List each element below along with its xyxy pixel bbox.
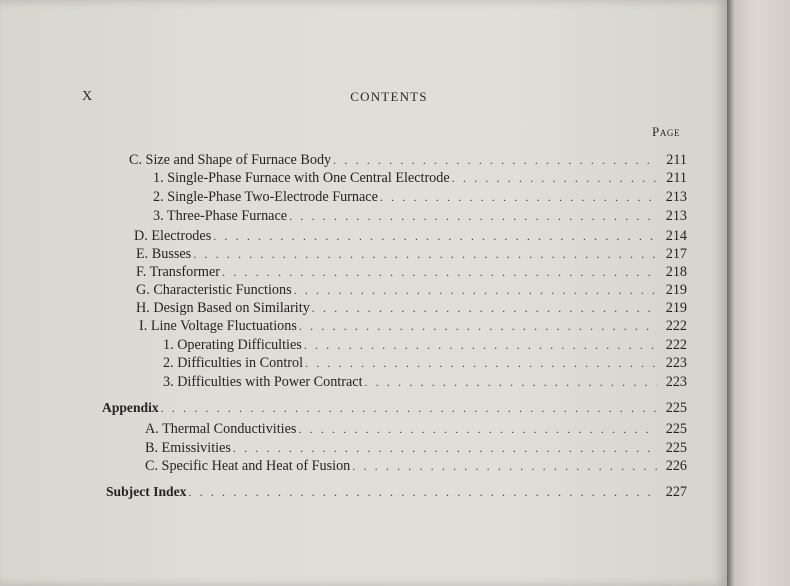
- running-head: CONTENTS: [350, 89, 428, 104]
- toc-entry-label: 2. Difficulties in Control: [163, 355, 304, 371]
- toc-entry-label: A. Thermal Conductivities: [145, 421, 297, 437]
- toc-entry-page: 211: [666, 170, 687, 186]
- dot-leader: [304, 336, 657, 354]
- dot-leader: [222, 263, 657, 281]
- toc-entry-label: B. Emissivities: [145, 440, 231, 456]
- toc-entry-page: 225: [665, 421, 687, 437]
- toc-entry-page: 219: [665, 282, 687, 298]
- dot-leader: [452, 169, 657, 187]
- toc-entry: [145, 457, 687, 475]
- toc-entry-label: C. Specific Heat and Heat of Fusion: [145, 458, 351, 474]
- toc-entry: [106, 483, 687, 501]
- toc-entry-label: 3. Three-Phase Furnace: [153, 208, 288, 224]
- dot-leader: [161, 399, 657, 417]
- dot-leader: [233, 439, 657, 457]
- toc-entry: [129, 151, 687, 169]
- toc-entry-label: E. Busses: [136, 246, 192, 262]
- toc-entry: [153, 188, 687, 206]
- toc-entry-page: 217: [665, 246, 687, 262]
- dot-leader: [312, 299, 657, 317]
- toc-entry: [136, 245, 687, 263]
- toc-entry-label: 3. Difficulties with Power Contract: [163, 374, 363, 390]
- toc-entry: [102, 399, 687, 417]
- dot-leader: [298, 420, 657, 438]
- dot-leader: [289, 207, 657, 225]
- toc-entry-label: C. Size and Shape of Furnace Body: [129, 152, 332, 168]
- toc-entry-label: Appendix: [102, 400, 159, 415]
- toc-entry-page: 211: [666, 152, 687, 168]
- toc-entry-page: 222: [665, 337, 687, 353]
- toc-entry-label: 2. Single-Phase Two-Electrode Furnace: [153, 189, 378, 205]
- toc-entry-label: 1. Operating Difficulties: [163, 337, 302, 353]
- dot-leader: [380, 188, 657, 206]
- dot-leader: [193, 245, 657, 263]
- toc-entry-label: Subject Index: [106, 484, 187, 499]
- toc-entry: [136, 281, 687, 299]
- toc-entry-page: 225: [665, 400, 687, 416]
- toc-entry-page: 227: [665, 484, 687, 500]
- toc-entry-label: H. Design Based on Similarity: [136, 300, 310, 316]
- toc-entry-page: 225: [665, 440, 687, 456]
- toc-entry: [153, 169, 687, 187]
- toc-entry-page: 214: [665, 228, 687, 244]
- toc-entry: [145, 420, 687, 438]
- dot-leader: [188, 483, 657, 501]
- toc-entry: [163, 373, 687, 391]
- toc-entry-page: 219: [665, 300, 687, 316]
- dot-leader: [333, 151, 657, 169]
- toc-entry-label: G. Characteristic Functions: [136, 282, 292, 298]
- toc-entry-label: D. Electrodes: [134, 228, 212, 244]
- toc-entry: [145, 439, 687, 457]
- toc-entry: [163, 354, 687, 372]
- toc-entry-page: 222: [665, 318, 687, 334]
- toc-entry-label: F. Transformer: [136, 264, 220, 280]
- page-column-header: Page: [652, 124, 681, 139]
- toc-entry-page: 213: [665, 208, 687, 224]
- toc-entry: [139, 317, 687, 335]
- dot-leader: [352, 457, 657, 475]
- toc-entry: [136, 299, 687, 317]
- toc-entry: [134, 227, 687, 245]
- toc-entry-label: 1. Single-Phase Furnace with One Central Electrode: [153, 170, 450, 186]
- dot-leader: [365, 373, 657, 391]
- page-edge: [727, 0, 790, 586]
- dot-leader: [299, 317, 657, 335]
- dot-leader: [213, 227, 657, 245]
- toc-entry-page: 218: [665, 264, 687, 280]
- toc-entry-page: 223: [665, 355, 687, 371]
- page-number: X: [82, 89, 93, 104]
- toc-entry-page: 213: [665, 189, 687, 205]
- toc-entry-page: 223: [665, 374, 687, 390]
- toc-entry-page: 226: [665, 458, 687, 474]
- dot-leader: [294, 281, 657, 299]
- toc-entry: [136, 263, 687, 281]
- toc-entry: [153, 207, 687, 225]
- toc-entry-label: I. Line Voltage Fluctuations: [139, 318, 297, 334]
- dot-leader: [305, 354, 657, 372]
- toc-entry: [163, 336, 687, 354]
